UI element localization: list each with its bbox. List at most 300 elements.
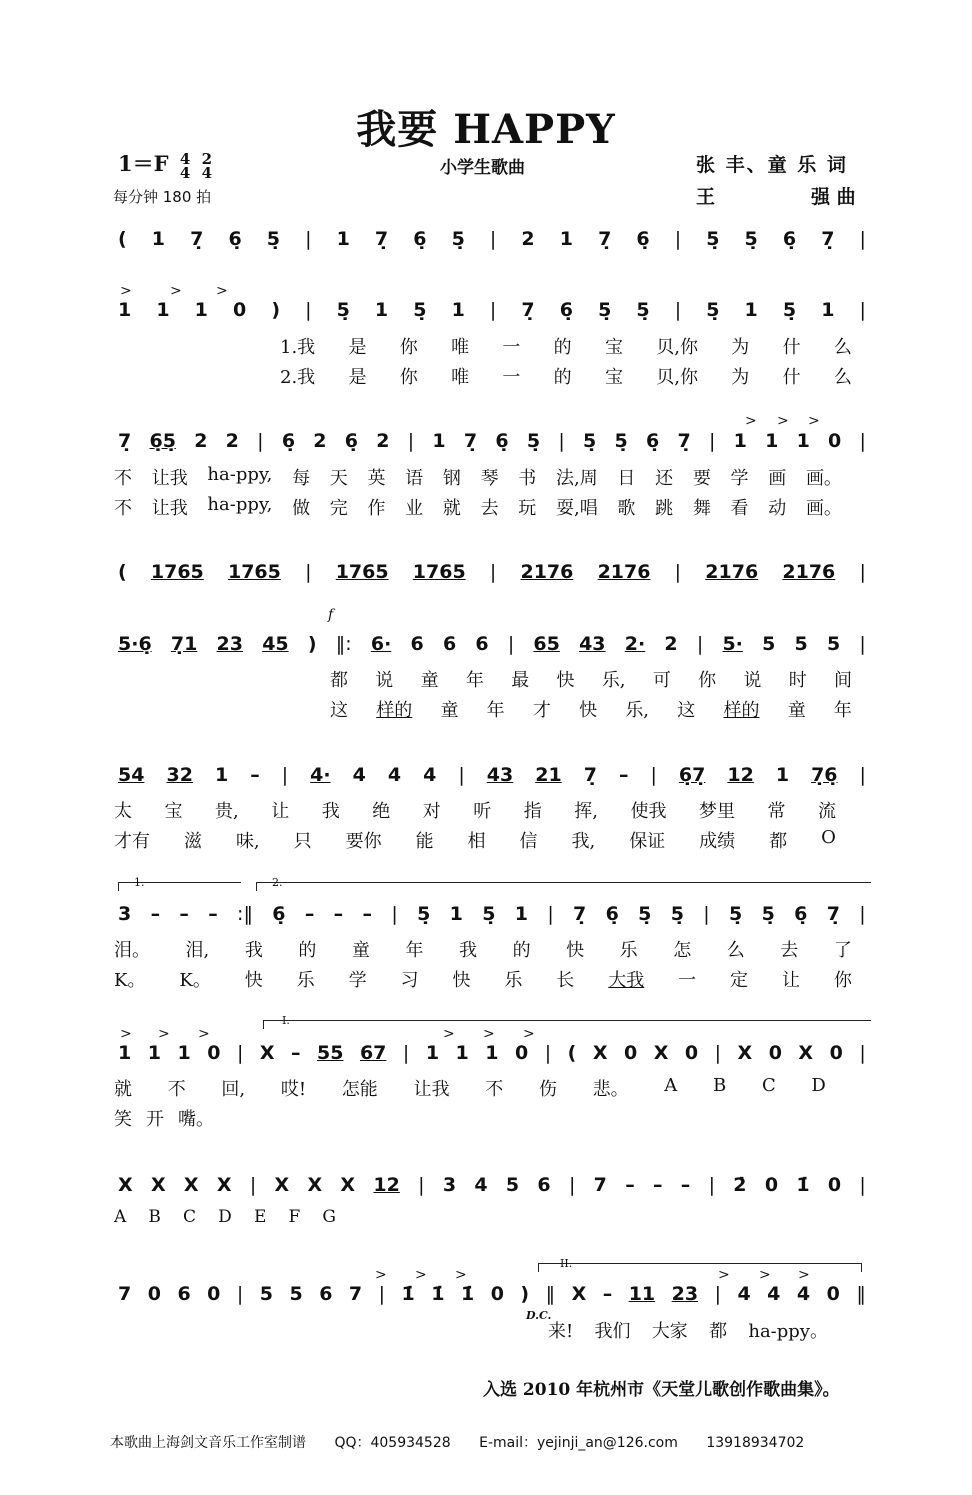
note: 1 <box>744 299 758 321</box>
note: 5̣ <box>636 299 650 321</box>
lyric-syllable: 作 <box>367 498 386 519</box>
note: 6 <box>442 633 457 655</box>
lyric-syllable: 动 <box>768 498 787 519</box>
lyric-syllable: 每 <box>292 468 311 489</box>
lyric-syllable: 2.我 <box>280 367 316 388</box>
lyric-syllable: 贵, <box>215 801 239 822</box>
note: – <box>333 903 344 925</box>
note: 32 <box>166 764 193 786</box>
lyric-syllable: F <box>288 1207 301 1227</box>
barline: | <box>418 1174 425 1196</box>
note: 1765 <box>412 561 466 583</box>
note: 1̇ <box>401 1283 415 1305</box>
lyric-syllable: 么 <box>726 940 745 961</box>
barline: ‖ <box>545 1283 556 1305</box>
lyric-syllable: 是 <box>348 367 367 388</box>
lyric-row-2-verse-1 <box>280 333 852 359</box>
barline: | <box>489 561 497 583</box>
lyric-syllable: 你 <box>399 367 418 388</box>
note: 12 <box>727 764 754 786</box>
note: 1 <box>425 1042 440 1064</box>
lyric-syllable: 怎 <box>673 940 692 961</box>
lyric-syllable: 童 <box>440 700 459 721</box>
lyric-syllable: 你 <box>698 670 717 691</box>
note: 1 <box>177 1042 191 1064</box>
note: 7 <box>348 1283 363 1305</box>
lyric-syllable: 看 <box>730 498 749 519</box>
note: 5̣ <box>782 299 797 321</box>
lyric-syllable: 成绩 <box>699 831 736 852</box>
lyric-syllable: 保证 <box>629 831 666 852</box>
footer-qq: QQ：405934528 <box>334 1435 451 1451</box>
note: 1 <box>514 903 528 925</box>
note: 6̣ <box>559 299 573 321</box>
lyric-syllable: 流 <box>817 801 836 822</box>
lyric-syllable: 就 <box>442 498 461 519</box>
note: 1 <box>336 228 350 250</box>
note: 7̣ <box>521 299 535 321</box>
lyric-syllable: ha-ppy, <box>207 494 273 515</box>
note: 6̣ <box>413 228 427 250</box>
note: – <box>602 1283 613 1305</box>
note: 0 <box>207 1042 221 1064</box>
accent-mark: > <box>216 283 228 299</box>
lyric-syllable: 是 <box>348 337 367 358</box>
lyric-syllable: 完 <box>329 498 348 519</box>
barline: | <box>378 1283 386 1305</box>
lyric-syllable: 一 <box>502 337 521 358</box>
note: 5̣ <box>598 299 612 321</box>
note: X <box>274 1174 290 1196</box>
note: – <box>362 903 372 925</box>
lyric-syllable: 大我 <box>608 970 645 991</box>
note: 6̣ <box>228 228 242 250</box>
song-title: 我要 HAPPY <box>356 106 616 153</box>
note: 1765 <box>227 561 281 583</box>
accent-mark: > <box>808 413 820 429</box>
barline: | <box>544 1042 552 1064</box>
note: 5̣ <box>336 299 350 321</box>
lyric-syllable: 耍,唱 <box>555 498 598 519</box>
note: ( <box>567 1042 577 1064</box>
note: 6 <box>177 1283 191 1305</box>
lyric-syllable: 不 <box>167 1079 186 1100</box>
note: 7̣ <box>598 228 612 250</box>
lyric-syllable: 乐 <box>504 970 523 991</box>
lyric-row-7-verse-2 <box>114 966 852 992</box>
volta-label-II: II. <box>560 1257 573 1270</box>
barline: ‖ <box>856 1283 866 1305</box>
barline: | <box>703 903 710 925</box>
barline: | <box>674 561 682 583</box>
note: 1 <box>374 299 389 321</box>
barline: | <box>859 903 866 925</box>
score-row-10 <box>118 1283 866 1305</box>
volta-bracket-I <box>263 1020 871 1029</box>
note: – <box>291 1042 301 1064</box>
barline: | <box>859 561 866 583</box>
lyric-syllable: 舞 <box>692 498 711 519</box>
lyric-syllable: 让 <box>271 801 290 822</box>
accent-mark: > <box>718 1267 730 1283</box>
note: 7 <box>593 1174 607 1196</box>
lyric-syllable: 童 <box>787 700 806 721</box>
lyric-syllable: 1.我 <box>280 337 316 358</box>
note: 65 <box>533 633 560 655</box>
lyric-row-6-verse-1 <box>114 797 836 823</box>
lyric-syllable: 悲。 <box>592 1079 629 1100</box>
lyric-syllable: 才 <box>532 700 551 721</box>
note: 3 <box>442 1174 457 1196</box>
note: 7 <box>118 1283 132 1305</box>
lyric-row-3-verse-2 <box>114 494 842 520</box>
barline: | <box>859 1174 866 1196</box>
lyric-syllable: 我 <box>244 940 263 961</box>
lyric-syllable: 大家 <box>651 1321 688 1342</box>
note: 5̣ <box>744 228 758 250</box>
lyric-syllable: 不 <box>485 1079 504 1100</box>
note: 21 <box>535 764 562 786</box>
lyric-row-2-verse-2 <box>280 363 852 389</box>
note: 4 <box>352 764 366 786</box>
note: 4· <box>310 764 331 786</box>
lyric-syllable: 学 <box>730 468 749 489</box>
note: 5̣ <box>614 430 628 452</box>
lyric-syllable: 一 <box>678 970 697 991</box>
note: 4 <box>423 764 437 786</box>
barline: | <box>458 764 465 786</box>
note: 5 <box>794 633 808 655</box>
lyric-syllable: 味, <box>235 831 260 852</box>
lyric-syllable: 都 <box>769 831 788 852</box>
lyric-syllable: 日 <box>617 468 636 489</box>
lyric-syllable: 乐 <box>296 970 315 991</box>
lyric-syllable: 时 <box>788 670 807 691</box>
footer-phone: 13918934702 <box>706 1435 805 1451</box>
barline: | <box>507 633 515 655</box>
lyric-syllable: B <box>713 1075 727 1096</box>
note: 1 <box>118 1042 132 1064</box>
lyric-syllable: 不 <box>114 468 132 489</box>
barline: | <box>489 228 497 250</box>
note: 0 <box>684 1042 699 1064</box>
note: 2· <box>624 633 646 655</box>
lyric-syllable: 歌 <box>617 498 636 519</box>
lyric-row-9 <box>114 1207 336 1227</box>
score-row-5 <box>118 633 866 655</box>
note: – <box>680 1174 691 1196</box>
note: 1̇ <box>460 1283 475 1305</box>
note: 6̣ <box>645 430 660 452</box>
lyric-syllable: 使我 <box>630 801 667 822</box>
note: 2176 <box>597 561 651 583</box>
barline: | <box>568 1174 576 1196</box>
note: 6̣ <box>636 228 650 250</box>
note: 1 <box>775 764 790 786</box>
note: 23 <box>216 633 243 655</box>
note: 7̣ <box>821 228 835 250</box>
note: 45 <box>262 633 289 655</box>
accent-mark: > <box>158 1026 170 1042</box>
note: 1 <box>733 430 747 452</box>
note: 2176 <box>520 561 574 583</box>
note: ) <box>271 299 280 321</box>
note: 5 <box>826 633 841 655</box>
accent-mark: > <box>455 1267 467 1283</box>
note: – <box>618 764 629 786</box>
lyric-syllable: 快 <box>556 670 575 691</box>
key-signature <box>118 148 212 180</box>
lyric-syllable: 乐, <box>601 670 626 691</box>
note: 0 <box>232 299 247 321</box>
accent-mark: > <box>170 283 182 299</box>
note: 5̣ <box>638 903 652 925</box>
note: 5̣ <box>729 903 743 925</box>
note: 0 <box>207 1283 221 1305</box>
note: 7̣ <box>573 903 587 925</box>
note: 0 <box>826 1283 840 1305</box>
lyric-syllable: ha-ppy, <box>207 464 273 485</box>
lyric-syllable: 学 <box>348 970 367 991</box>
note: 5· <box>722 633 743 655</box>
note: X <box>737 1042 753 1064</box>
note: 1̇ <box>796 1174 810 1196</box>
note: 1̇ <box>431 1283 445 1305</box>
note: 7̣ <box>118 430 132 452</box>
note: 4 <box>474 1174 488 1196</box>
note: 1 <box>147 1042 161 1064</box>
note: 0 <box>768 1042 782 1064</box>
lyric-syllable: 让我 <box>151 468 188 489</box>
note: 6 <box>537 1174 551 1196</box>
lyric-syllable: 还 <box>655 468 674 489</box>
score-row-7 <box>118 903 866 925</box>
lyric-syllable: 可 <box>652 670 671 691</box>
note: 1 <box>449 903 463 925</box>
lyric-syllable: 挥, <box>574 801 598 822</box>
lyric-syllable: 你 <box>833 970 852 991</box>
lyric-syllable: 要 <box>692 468 711 489</box>
accent-mark: > <box>798 1267 810 1283</box>
lyric-syllable: 绝 <box>372 801 391 822</box>
accent-mark: > <box>120 283 132 299</box>
note: 23 <box>671 1283 699 1305</box>
barline: | <box>489 299 497 321</box>
composer-credit: 王 强 曲 <box>696 186 856 208</box>
barline: ‖: <box>335 633 352 655</box>
barline: | <box>407 430 415 452</box>
lyric-syllable: G <box>322 1207 336 1227</box>
note: 6 <box>475 633 489 655</box>
lyric-syllable: 我 <box>459 940 478 961</box>
lyric-syllable: 泪, <box>185 940 210 961</box>
lyric-syllable: 听 <box>473 801 492 822</box>
lyric-row-5-verse-1 <box>330 666 852 692</box>
lyric-syllable: D <box>811 1075 826 1096</box>
volta-label-I: I. <box>282 1014 290 1027</box>
note: X <box>798 1042 814 1064</box>
footer <box>110 1432 826 1452</box>
score-row-4 <box>118 561 866 583</box>
note: – <box>625 1174 635 1196</box>
lyric-row-5-verse-2 <box>330 696 852 722</box>
note: 1 <box>432 430 446 452</box>
note: – <box>304 903 315 925</box>
score-row-2 <box>118 299 866 321</box>
lyric-syllable: 怎能 <box>341 1079 378 1100</box>
note: 43 <box>486 764 514 786</box>
note: 7̣1 <box>170 633 198 655</box>
lyric-syllable: 贝,你 <box>656 337 698 358</box>
note: – <box>250 764 260 786</box>
note: 7̣ <box>374 228 389 250</box>
note: 6 <box>410 633 424 655</box>
note: 1 <box>118 299 132 321</box>
note: 6̣ <box>272 903 286 925</box>
lyric-syllable: ha-ppy。 <box>748 1321 828 1342</box>
lyric-syllable: 么 <box>833 337 852 358</box>
lyric-syllable: 快 <box>452 970 471 991</box>
barline: | <box>305 299 312 321</box>
note: 5̣ <box>761 903 775 925</box>
note: ) <box>307 633 317 655</box>
lyric-syllable: 样的 <box>376 700 413 721</box>
note: 0 <box>624 1042 638 1064</box>
note: 2 <box>664 633 678 655</box>
note: 0 <box>829 1042 843 1064</box>
note: 2 <box>194 430 208 452</box>
lyric-syllable: 琴 <box>480 468 499 489</box>
lyric-syllable: 玩 <box>518 498 537 519</box>
volta-bracket-2 <box>256 882 871 891</box>
lyric-syllable: 常 <box>767 801 786 822</box>
barline: :‖ <box>237 903 253 925</box>
lyricist-credit: 张 丰、童 乐 词 <box>696 154 848 176</box>
time-signature-2: 2 4 <box>201 149 213 182</box>
note: 6̣ <box>605 903 619 925</box>
lyric-syllable: 童 <box>351 940 370 961</box>
note: 5 <box>289 1283 303 1305</box>
barline: | <box>257 430 264 452</box>
note: 5̣ <box>706 228 720 250</box>
lyric-syllable: 钢 <box>442 468 461 489</box>
note: X <box>340 1174 356 1196</box>
lyric-syllable: 唯 <box>451 367 470 388</box>
barline: | <box>708 1174 715 1196</box>
note: 5̣ <box>583 430 597 452</box>
score-row-8 <box>118 1042 866 1064</box>
lyric-syllable: 就 <box>114 1079 132 1100</box>
lyric-syllable: 相 <box>467 831 486 852</box>
note: 0 <box>490 1283 504 1305</box>
lyric-syllable: 能 <box>415 831 434 852</box>
note: 4 <box>796 1283 811 1305</box>
lyric-syllable: 画。 <box>805 468 842 489</box>
note: 5 <box>505 1174 520 1196</box>
note: 1 <box>559 228 573 250</box>
lyric-syllable: A <box>664 1075 678 1096</box>
lyric-syllable: 的 <box>298 940 317 961</box>
lyric-syllable: 什 <box>782 367 801 388</box>
lyric-syllable: 贝,你 <box>656 367 698 388</box>
note: 11 <box>628 1283 656 1305</box>
song-subtitle: 小学生歌曲 <box>440 158 525 178</box>
lyric-syllable: 泪。 <box>114 940 150 961</box>
note: 7̣ <box>583 764 597 786</box>
note: X <box>259 1042 275 1064</box>
lyric-syllable: 让 <box>781 970 800 991</box>
lyric-syllable: 笑 <box>114 1109 132 1130</box>
lyric-syllable: 画 <box>768 468 787 489</box>
lyric-syllable: 宝 <box>164 801 183 822</box>
note: X <box>653 1042 669 1064</box>
lyric-syllable: 伤 <box>538 1079 557 1100</box>
accent-mark: > <box>745 413 757 429</box>
lyric-syllable: 说 <box>375 670 394 691</box>
accent-mark: > <box>375 1267 387 1283</box>
lyric-syllable: 梦里 <box>698 801 735 822</box>
barline: | <box>650 764 657 786</box>
lyric-syllable: 的 <box>553 337 572 358</box>
accent-mark: > <box>198 1026 210 1042</box>
lyric-syllable: 你 <box>399 337 418 358</box>
barline: | <box>674 228 682 250</box>
note: 1765 <box>150 561 204 583</box>
lyric-syllable: 唯 <box>451 337 470 358</box>
note: 2176 <box>705 561 759 583</box>
note: 5̣ <box>417 903 431 925</box>
note: 54 <box>118 764 145 786</box>
lyric-syllable: E <box>253 1207 267 1227</box>
note: – <box>150 903 161 925</box>
lyric-syllable: 年 <box>486 700 505 721</box>
note: 2 <box>376 430 390 452</box>
lyric-syllable: 快 <box>566 940 585 961</box>
lyric-syllable: 天 <box>329 468 348 489</box>
note: 1 <box>485 1042 499 1064</box>
barline: | <box>859 430 866 452</box>
lyric-row-6-verse-2 <box>114 827 836 853</box>
note: 0 <box>828 430 842 452</box>
accent-mark: > <box>523 1026 535 1042</box>
note: 0 <box>827 1174 842 1196</box>
lyric-syllable: 业 <box>405 498 424 519</box>
lyric-syllable: 英 <box>367 468 386 489</box>
lyric-syllable: 间 <box>834 670 852 691</box>
lyric-syllable: 这 <box>330 700 348 721</box>
note: – <box>179 903 189 925</box>
note: 2̇ <box>733 1174 747 1196</box>
lyric-row-8-verse-2 <box>114 1105 214 1131</box>
note: 5̣ <box>670 903 684 925</box>
barline: | <box>281 764 289 786</box>
note: 6̣ <box>344 430 359 452</box>
note: 6̣ <box>782 228 797 250</box>
lyric-syllable: 只 <box>293 831 312 852</box>
lyric-syllable: 太 <box>114 801 132 822</box>
lyric-syllable: 语 <box>405 468 424 489</box>
lyric-syllable: 滋 <box>183 831 202 852</box>
lyric-syllable: 么 <box>833 367 852 388</box>
lyric-syllable: 让我 <box>413 1079 450 1100</box>
lyric-syllable: C <box>761 1075 776 1096</box>
note: 5 <box>259 1283 273 1305</box>
lyric-row-8-verse-1 <box>114 1075 826 1101</box>
note: – <box>652 1174 663 1196</box>
note: 5̣ <box>413 299 427 321</box>
lyric-syllable: 的 <box>553 367 572 388</box>
accent-mark: > <box>777 413 789 429</box>
